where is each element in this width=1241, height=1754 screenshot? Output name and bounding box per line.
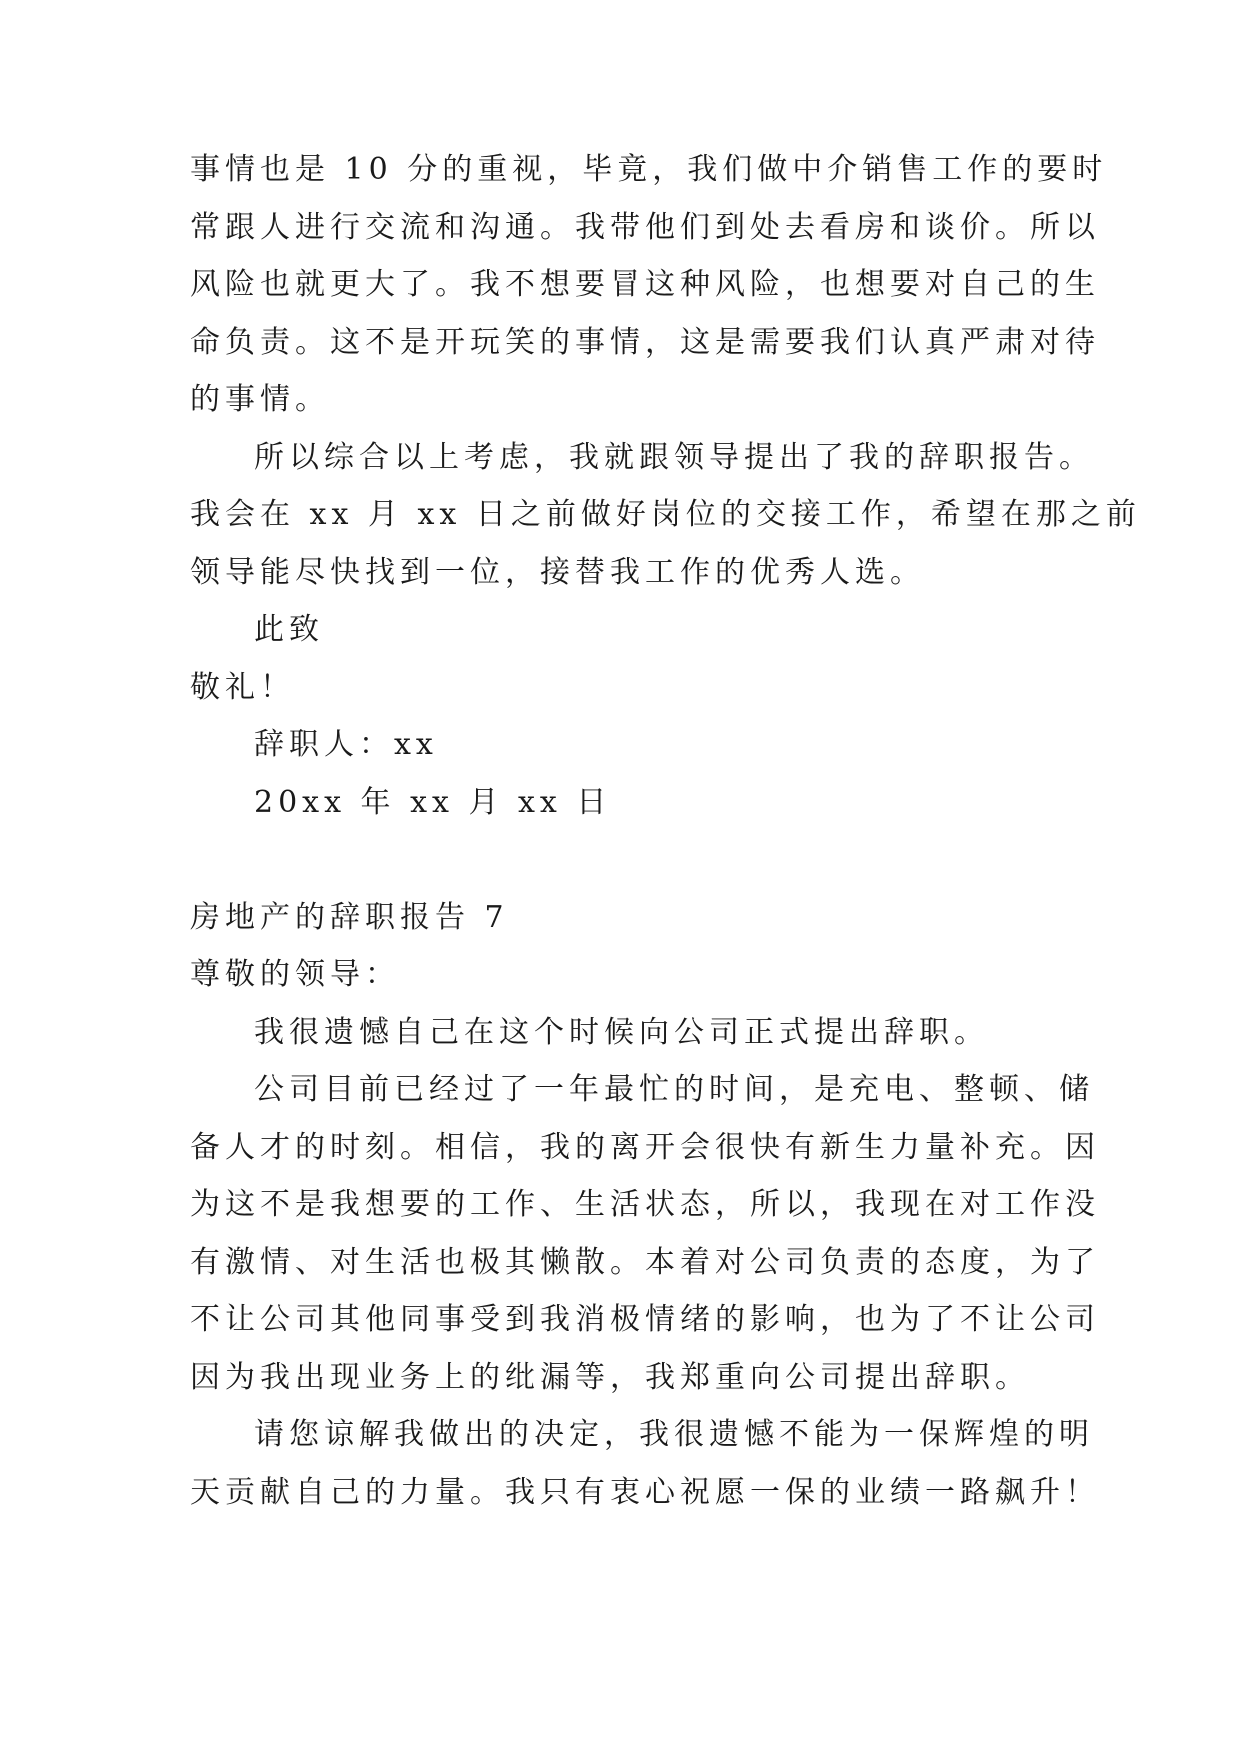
text-line: 常跟人进行交流和沟通。我带他们到处去看房和谈价。所以 [190,210,1100,245]
paragraph-start-line: 公司目前已经过了一年最忙的时间，是充电、整顿、储 [254,1072,1094,1107]
greeting-line: 尊敬的领导： [190,957,400,992]
text-line: 风险也就更大了。我不想要冒这种风险，也想要对自己的生 [190,267,1100,302]
text-line: 领导能尽快找到一位，接替我工作的优秀人选。 [190,555,925,590]
section-title: 房地产的辞职报告 7 [190,900,509,935]
signature-line: 辞职人：xx [254,727,438,762]
text-line: 我会在 xx 月 xx 日之前做好岗位的交接工作，希望在那之前 [190,497,1141,532]
date-line: 20xx 年 xx 月 xx 日 [254,785,612,820]
text-line: 命负责。这不是开玩笑的事情，这是需要我们认真严肃对待 [190,325,1100,360]
text-line: 不让公司其他同事受到我消极情绪的影响，也为了不让公司 [190,1302,1100,1337]
closing-line: 此致 [254,612,324,647]
paragraph-start-line: 我很遗憾自己在这个时候向公司正式提出辞职。 [254,1015,989,1050]
text-line: 天贡献自己的力量。我只有衷心祝愿一保的业绩一路飙升！ [190,1475,1100,1510]
text-line: 为这不是我想要的工作、生活状态，所以，我现在对工作没 [190,1187,1100,1222]
text-line: 有激情、对生活也极其懒散。本着对公司负责的态度，为了 [190,1245,1100,1280]
text-line: 因为我出现业务上的纰漏等，我郑重向公司提出辞职。 [190,1360,1030,1395]
text-line: 的事情。 [190,382,330,417]
text-line: 事情也是 10 分的重视，毕竟，我们做中介销售工作的要时 [190,152,1108,187]
paragraph-start-line: 所以综合以上考虑，我就跟领导提出了我的辞职报告。 [254,440,1094,475]
text-line: 备人才的时刻。相信，我的离开会很快有新生力量补充。因 [190,1130,1100,1165]
salutation-line: 敬礼！ [190,670,295,705]
paragraph-start-line: 请您谅解我做出的决定，我很遗憾不能为一保辉煌的明 [254,1417,1094,1452]
